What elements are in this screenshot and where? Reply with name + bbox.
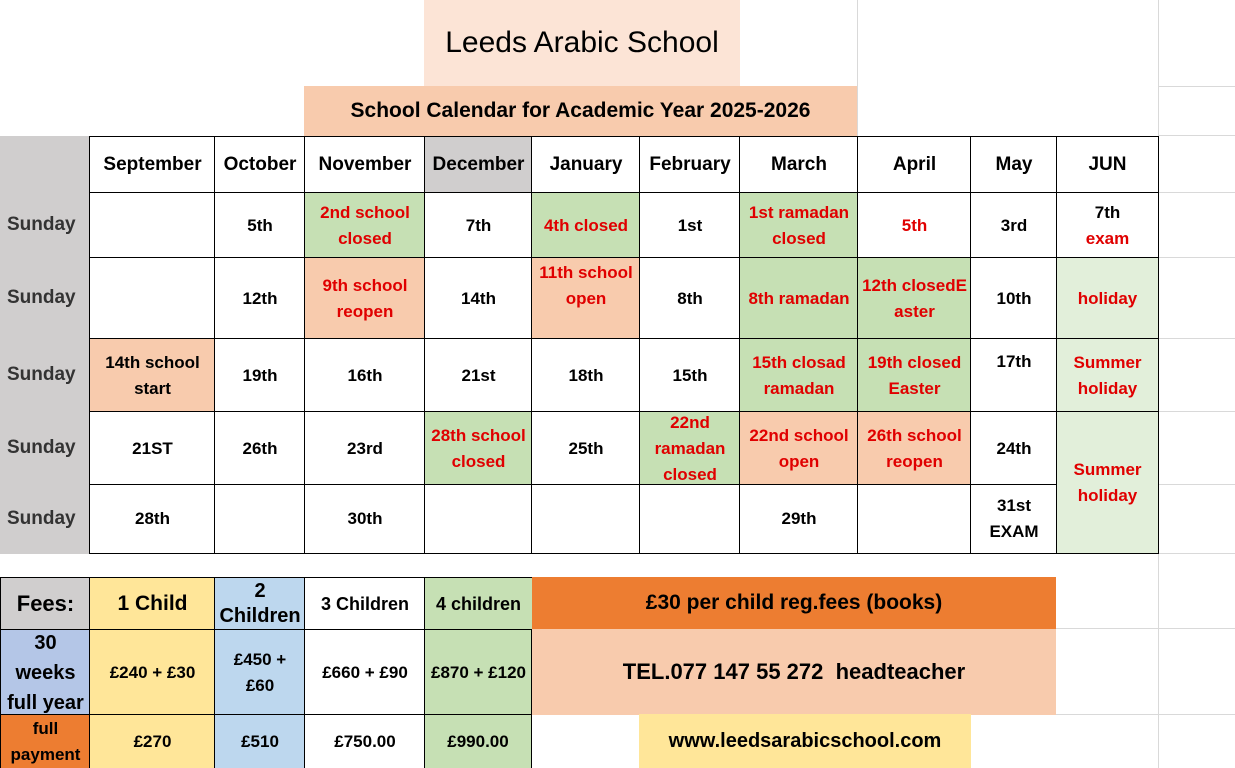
date-cell: 14th school start	[89, 338, 215, 412]
date-cell: 26th	[214, 411, 305, 485]
fee-header: 3 Children	[304, 577, 425, 630]
fee-header: 1 Child	[89, 577, 215, 630]
date-cell: 17th	[970, 338, 1057, 412]
gridline	[1055, 714, 1235, 715]
date-cell	[424, 484, 532, 554]
date-cell: 23rd	[304, 411, 425, 485]
date-cell: 10th	[970, 257, 1057, 339]
fee-cell: £990.00	[424, 714, 532, 768]
date-cell	[531, 484, 640, 554]
date-cell: 29th	[739, 484, 858, 554]
date-cell	[89, 192, 215, 258]
gridline	[1158, 86, 1235, 87]
date-cell: 15th	[639, 338, 740, 412]
date-cell: 9th school reopen	[304, 257, 425, 339]
fee-cell: £240 + £30	[89, 629, 215, 715]
fee-cell: £270	[89, 714, 215, 768]
date-cell: 8th ramadan	[739, 257, 858, 339]
date-cell: 14th	[424, 257, 532, 339]
month-header: May	[970, 136, 1057, 193]
date-cell: 15th closad ramadan	[739, 338, 858, 412]
date-text: 7th	[1094, 202, 1121, 222]
date-cell: 21ST	[89, 411, 215, 485]
date-cell: 7th	[424, 192, 532, 258]
gridline	[1158, 135, 1235, 136]
month-header: November	[304, 136, 425, 193]
month-header: September	[89, 136, 215, 193]
fee-header: 2 Children	[214, 577, 305, 630]
date-cell: 11th school open	[531, 257, 640, 339]
website-banner[interactable]: www.leedsarabicschool.com	[639, 714, 971, 768]
date-cell: Summer holiday	[1056, 338, 1159, 412]
date-cell	[639, 484, 740, 554]
date-cell-jun-exam	[1056, 192, 1159, 258]
gridline	[1158, 338, 1235, 339]
date-cell: 25th	[531, 411, 640, 485]
corner-cell	[0, 136, 90, 193]
month-header: October	[214, 136, 305, 193]
date-cell: 1st	[639, 192, 740, 258]
date-cell: 12th	[214, 257, 305, 339]
date-cell: 1st ramadan closed	[739, 192, 858, 258]
plan-label: full payment	[0, 714, 90, 768]
day-label: Sunday	[0, 411, 90, 485]
plan-label: 30 weeks full year	[0, 629, 90, 715]
gridline	[1158, 484, 1235, 485]
date-cell: 3rd	[970, 192, 1057, 258]
date-cell: 22nd school open	[739, 411, 858, 485]
gridline	[1158, 257, 1235, 258]
date-cell: 19th	[214, 338, 305, 412]
date-cell: 22nd ramadan closed	[639, 411, 740, 485]
phone-banner: TEL.077 147 55 272 headteacher	[531, 629, 1056, 715]
month-header: JUN	[1056, 136, 1159, 193]
date-cell	[857, 484, 971, 554]
date-cell	[89, 257, 215, 339]
day-label: Sunday	[0, 257, 90, 339]
date-cell: 28th school closed	[424, 411, 532, 485]
registration-fee-banner: £30 per child reg.fees (books)	[532, 577, 1056, 629]
day-label: Sunday	[0, 192, 90, 258]
date-cell-merged: Summer holiday	[1056, 411, 1159, 554]
date-cell: 30th	[304, 484, 425, 554]
exam-note: exam	[1085, 228, 1130, 248]
fee-cell: £660 + £90	[304, 629, 425, 715]
date-cell: holiday	[1056, 257, 1159, 339]
month-header: December	[424, 136, 532, 193]
fee-header: 4 children	[424, 577, 532, 630]
date-cell: 4th closed	[531, 192, 640, 258]
date-cell: 26th school reopen	[857, 411, 971, 485]
date-cell: 16th	[304, 338, 425, 412]
calendar-subtitle: School Calendar for Academic Year 2025-2026	[304, 86, 857, 136]
day-label: Sunday	[0, 484, 90, 554]
month-header: March	[739, 136, 858, 193]
fee-cell: £510	[214, 714, 305, 768]
month-header: April	[857, 136, 971, 193]
fee-cell: £750.00	[304, 714, 425, 768]
school-title: Leeds Arabic School	[424, 0, 740, 86]
date-cell: 5th	[214, 192, 305, 258]
date-cell: 31st EXAM	[970, 484, 1057, 554]
gridline	[1158, 411, 1235, 412]
date-cell: 21st	[424, 338, 532, 412]
date-cell: 2nd school closed	[304, 192, 425, 258]
month-header: January	[531, 136, 640, 193]
date-cell: 12th closedEaster	[857, 257, 971, 339]
fee-cell: £870 + £120	[424, 629, 532, 715]
date-cell: 18th	[531, 338, 640, 412]
date-cell	[214, 484, 305, 554]
date-cell: 19th closed Easter	[857, 338, 971, 412]
fee-cell: £450 + £60	[214, 629, 305, 715]
gridline	[857, 0, 858, 136]
month-header: February	[639, 136, 740, 193]
gridline	[1158, 192, 1235, 193]
day-label: Sunday	[0, 338, 90, 412]
fees-label: Fees:	[0, 577, 90, 630]
date-cell: 28th	[89, 484, 215, 554]
gridline	[1055, 628, 1235, 629]
date-cell: 8th	[639, 257, 740, 339]
date-cell: 24th	[970, 411, 1057, 485]
date-cell: 5th	[857, 192, 971, 258]
